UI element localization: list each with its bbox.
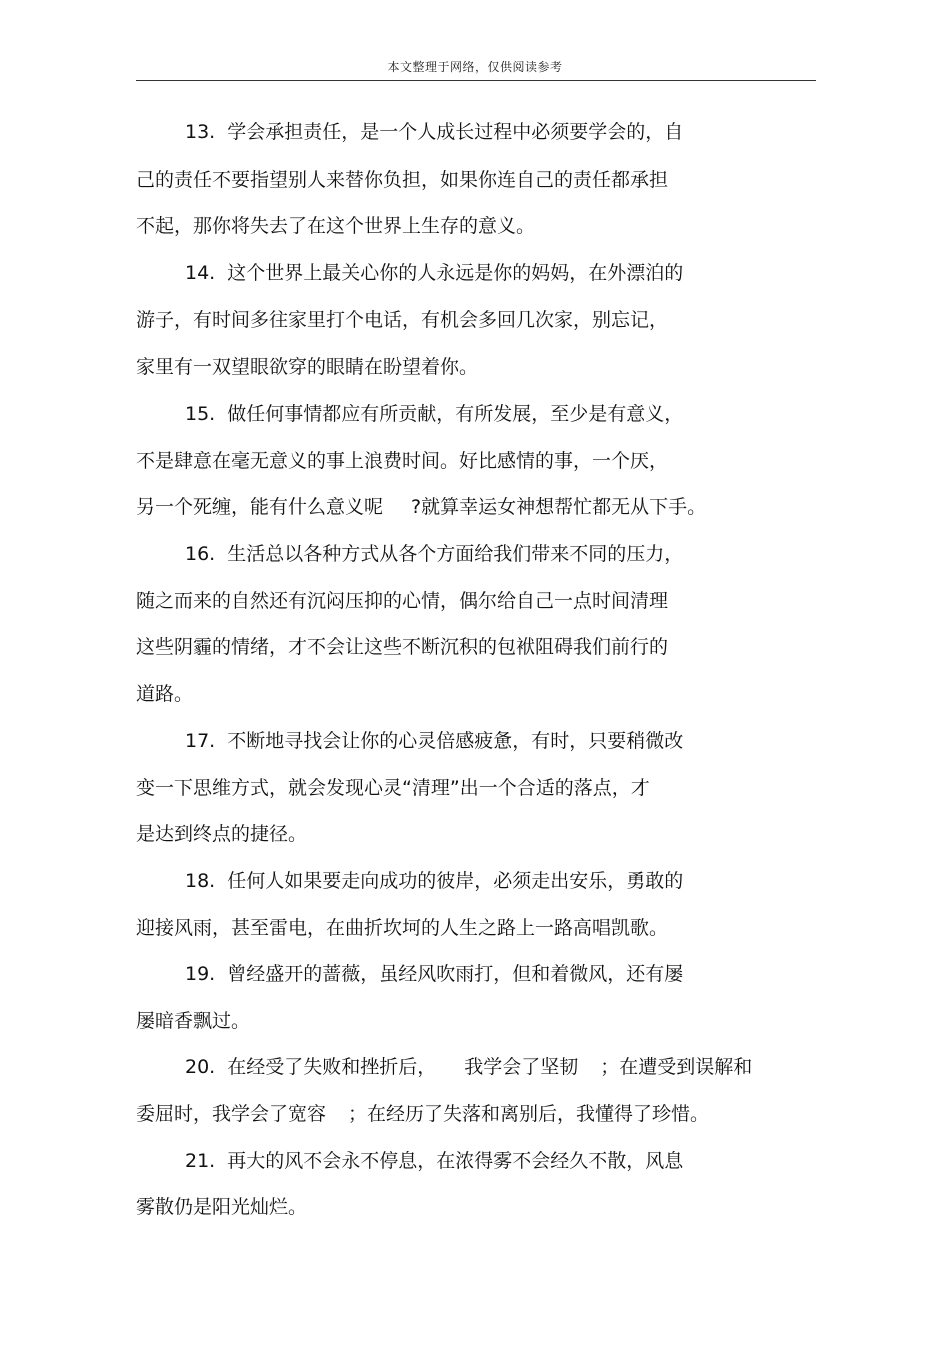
paragraph-18-line-2: 迎接风雨，甚至雷电，在曲折坎坷的人生之路上一路高唱凯歌。 bbox=[136, 917, 669, 939]
item-number: 15. bbox=[185, 403, 216, 425]
item-number: 20. bbox=[185, 1056, 216, 1078]
paragraph-17-line-2: 变一下思维方式，就会发现心灵“清理”出一个合适的落点，才 bbox=[136, 777, 650, 799]
paragraph-20-line-1 bbox=[185, 1055, 752, 1079]
text-segment: ；在经历了失落和离别后，我懂得了珍惜。 bbox=[348, 1103, 710, 1125]
paragraph-16-line-3: 这些阴霾的情绪，才不会让这些不断沉积的包袱阻碍我们前行的 bbox=[136, 636, 669, 658]
paragraph-13-line-3: 不起，那你将失去了在这个世界上生存的意义。 bbox=[136, 215, 536, 237]
item-number: 17. bbox=[185, 730, 216, 752]
paragraph-20-line-2 bbox=[136, 1102, 709, 1126]
paragraph-14-line-3: 家里有一双望眼欲穿的眼睛在盼望着你。 bbox=[136, 356, 479, 378]
text-segment: 我学会了坚韧 bbox=[464, 1056, 579, 1078]
paragraph-19-line-1 bbox=[185, 962, 683, 986]
text-segment: 生活总以各种方式从各个方面给我们带来不同的压力， bbox=[227, 543, 684, 565]
text-segment: 这个世界上最关心你的人永远是你的妈妈，在外漂泊的 bbox=[227, 262, 684, 284]
paragraph-18-line-1 bbox=[185, 869, 683, 893]
paragraph-15-line-1 bbox=[185, 402, 683, 426]
text-segment: 任何人如果要走向成功的彼岸，必须走出安乐，勇敢的 bbox=[227, 870, 684, 892]
paragraph-17-line-1 bbox=[185, 729, 683, 753]
paragraph-21-line-2: 雾散仍是阳光灿烂。 bbox=[136, 1196, 308, 1218]
paragraph-21-line-1 bbox=[185, 1149, 683, 1173]
paragraph-15-line-2: 不是肆意在毫无意义的事上浪费时间。好比感情的事，一个厌， bbox=[136, 450, 669, 472]
paragraph-15-line-3 bbox=[136, 495, 706, 519]
text-segment: 另一个死缠，能有什么意义呢 bbox=[136, 496, 384, 518]
item-number: 13. bbox=[185, 121, 216, 143]
text-segment: 在经受了失败和挫折后， bbox=[227, 1056, 437, 1078]
paragraph-16-line-1 bbox=[185, 542, 683, 566]
text-segment: 再大的风不会永不停息，在浓得雾不会经久不散，风息 bbox=[227, 1150, 684, 1172]
text-segment: 委屈时，我学会了宽容 bbox=[136, 1103, 327, 1125]
item-number: 16. bbox=[185, 543, 216, 565]
paragraph-14-line-2: 游子，有时间多往家里打个电话，有机会多回几次家，别忘记， bbox=[136, 309, 669, 331]
text-segment: 学会承担责任，是一个人成长过程中必须要学会的，自 bbox=[227, 121, 684, 143]
paragraph-13-line-1 bbox=[185, 120, 683, 144]
item-number: 14. bbox=[185, 262, 216, 284]
text-segment: 曾经盛开的蔷薇，虽经风吹雨打，但和着微风，还有屡 bbox=[227, 963, 684, 985]
paragraph-19-line-2: 屡暗香飘过。 bbox=[136, 1010, 251, 1032]
text-segment: ?就算幸运女神想帮忙都无从下手。 bbox=[411, 496, 707, 518]
header-rule bbox=[136, 80, 816, 81]
text-segment: 做任何事情都应有所贡献，有所发展，至少是有意义， bbox=[227, 403, 684, 425]
paragraph-13-line-2: 己的责任不要指望别人来替你负担，如果你连自己的责任都承担 bbox=[136, 169, 669, 191]
paragraph-16-line-4: 道路。 bbox=[136, 683, 194, 705]
paragraph-14-line-1 bbox=[185, 261, 683, 285]
text-segment: 不断地寻找会让你的心灵倍感疲惫，有时，只要稍微改 bbox=[227, 730, 684, 752]
paragraph-17-line-3: 是达到终点的捷径。 bbox=[136, 823, 308, 845]
page-header: 本文整理于网络，仅供阅读参考 bbox=[387, 60, 563, 74]
item-number: 19. bbox=[185, 963, 216, 985]
text-segment: ；在遭受到误解和 bbox=[600, 1056, 753, 1078]
paragraph-16-line-2: 随之而来的自然还有沉闷压抑的心情，偶尔给自己一点时间清理 bbox=[136, 590, 669, 612]
item-number: 21. bbox=[185, 1150, 216, 1172]
item-number: 18. bbox=[185, 870, 216, 892]
